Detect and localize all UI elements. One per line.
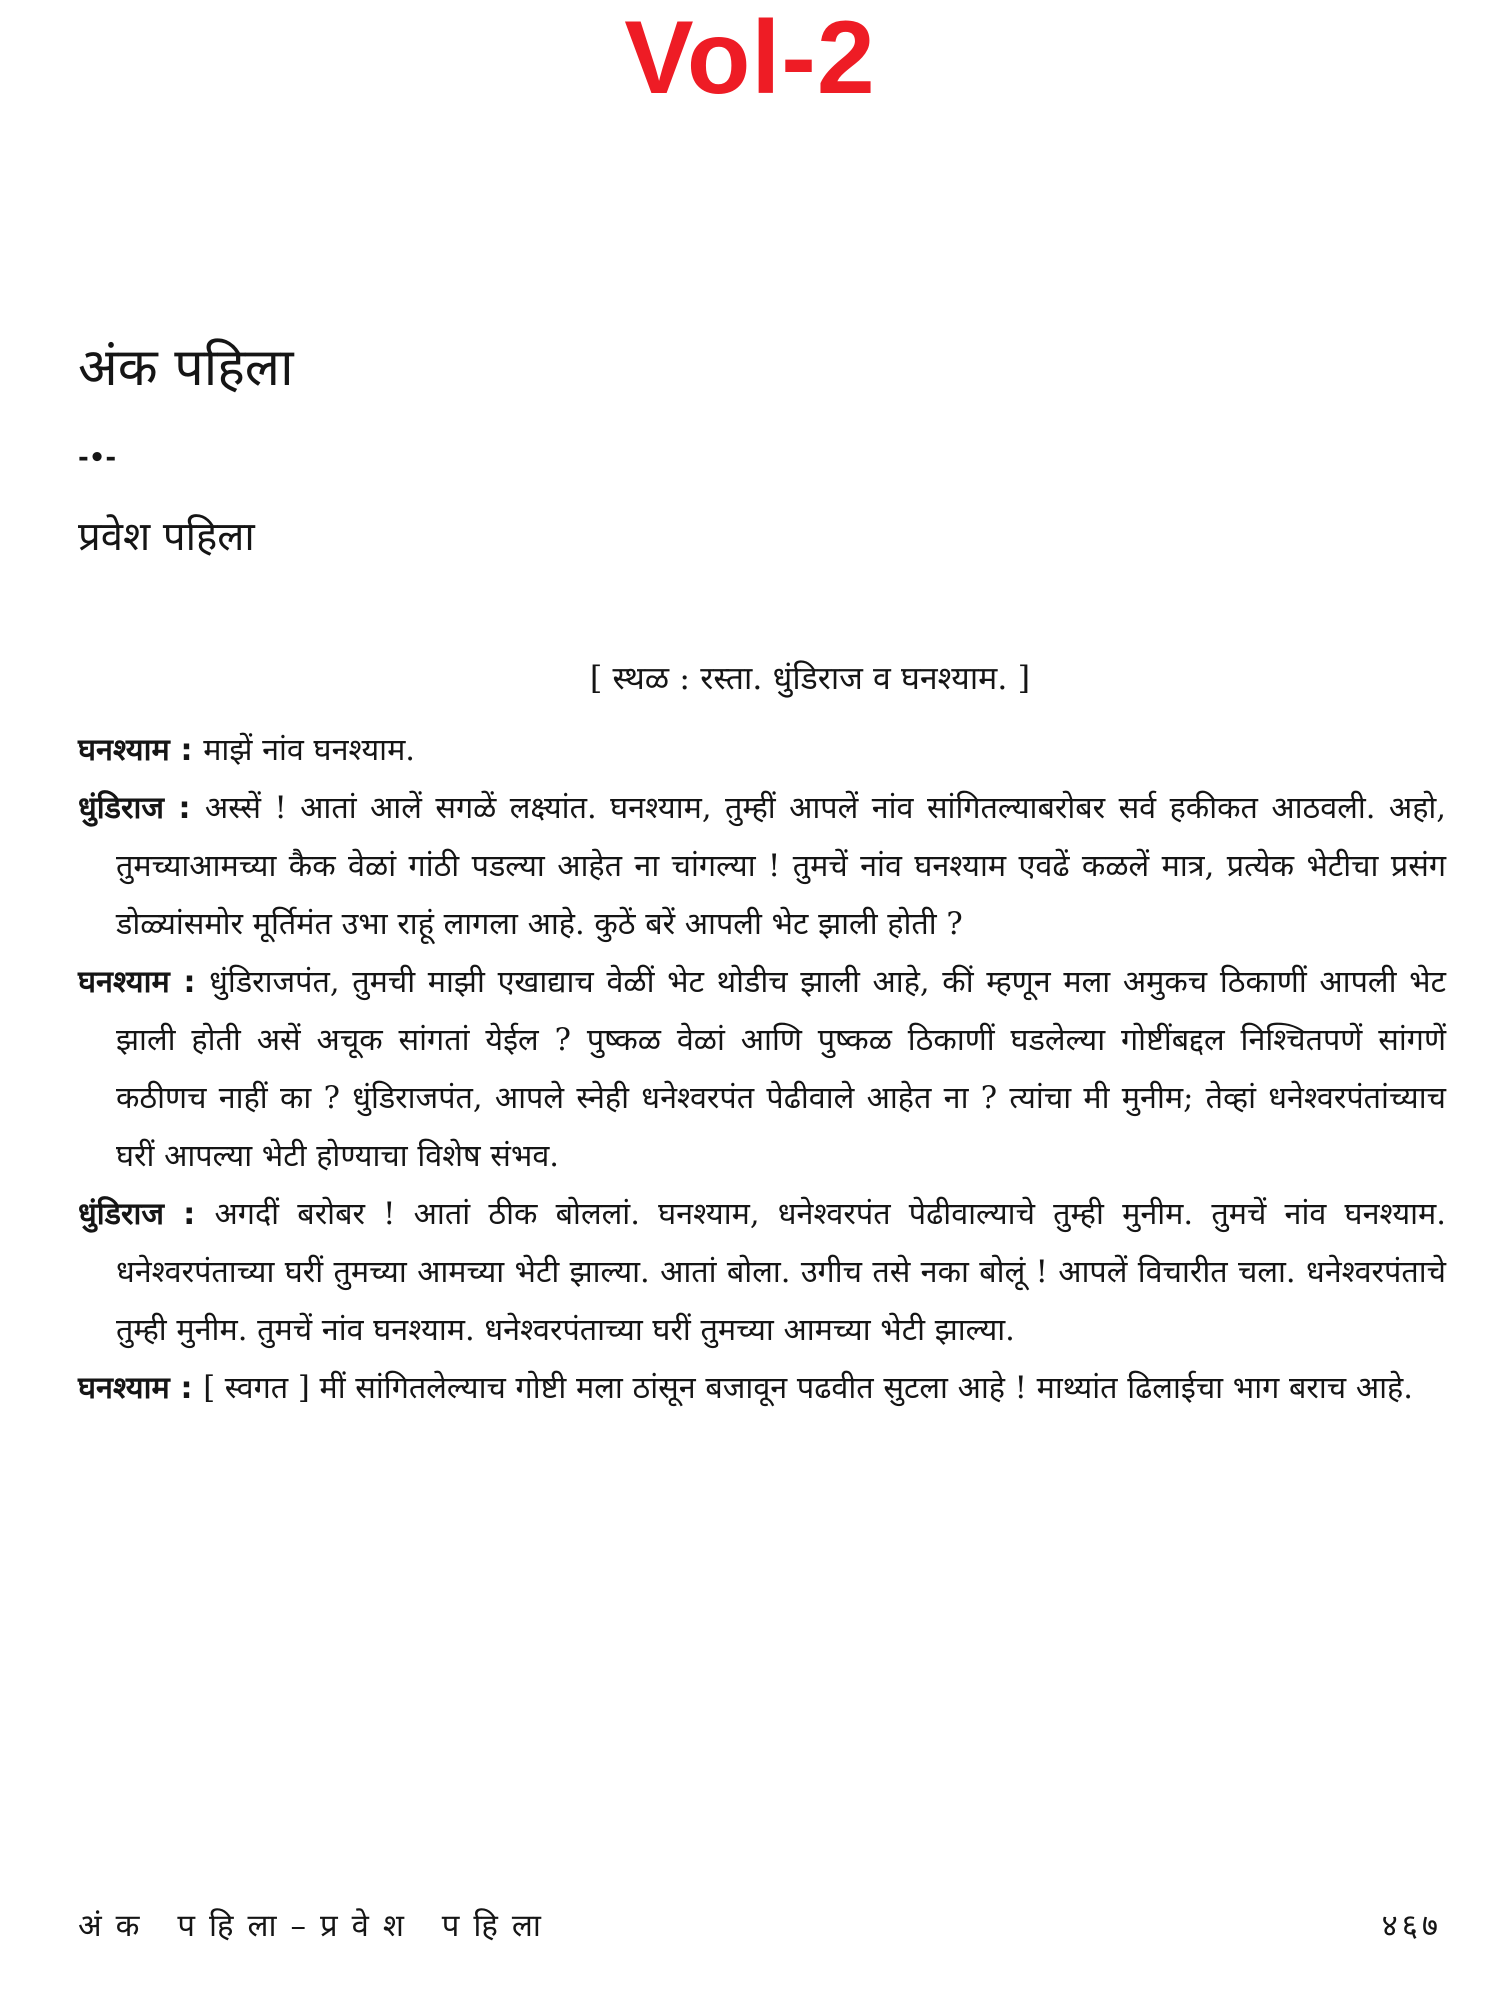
speaker-name: घनश्याम (78, 965, 170, 1000)
speaker-name: घनश्याम (78, 733, 170, 768)
volume-label: Vol-2 (624, 0, 876, 116)
act-title: अंक पहिला (78, 338, 294, 398)
dialogue-line: धुंडिराज : अस्सें ! आतां आलें सगळें लक्ष्यांत. घनश्याम, तुम्हीं आपलें नांव सांगितल्याबरोबर सर्व हकीकत आठवली. अहो, तुमच्याआमच्या कैक वेळां गांठी पडल्या आहेत ना चांगल्या ! तुमचें नांव घनश्याम एवढें कळलें मात्र, प्रत्येक भेटीचा प्रसंग डोळ्यांसमोर मूर्तिमंत उभा राहूं लागला आहे. कुठें बरें आपली भेट झाली होती ? (78, 791, 1446, 942)
dialogue-line: घनश्याम : माझें नांव घनश्याम. (78, 733, 415, 768)
dialogue (78, 722, 1446, 1418)
stage-direction: [ स्थळ : रस्ता. धुंडिराज व घनश्याम. ] (589, 659, 1031, 697)
speaker-name: घनश्याम (78, 1371, 170, 1406)
dialogue-line: धुंडिराज : अगदीं बरोबर ! आतां ठीक बोललां. घनश्याम, धनेश्वरपंत पेढीवाल्याचे तुम्ही मुनीम. तुमचें नांव घनश्याम. धनेश्वरपंताच्या घरीं तुमच्या आमच्या भेटी झाल्या. आतां बोला. उगीच तसे नका बोलूं ! आपलें विचारीत चला. धनेश्वरपंताचे तुम्ही मुनीम. तुमचें नांव घनश्याम. धनेश्वरपंताच्या घरीं तुमच्या आमच्या भेटी झाल्या. (78, 1197, 1446, 1348)
dialogue-text: [ स्वगत ] मीं सांगितलेल्याच गोष्टी मला ठांसून बजावून पढवीत सुटला आहे ! माथ्यांत ढिलाईचा भाग बराच आहे. (203, 1371, 1413, 1406)
dialogue-text: माझें नांव घनश्याम. (203, 733, 415, 768)
dialogue-text: धुंडिराजपंत, तुमची माझी एखाद्याच वेळीं भेट थोडीच झाली आहे, कीं म्हणून मला अमुकच ठिकाणीं आपली भेट झाली होती असें अचूक सांगतां येईल ? पुष्कळ वेळां आणि पुष्कळ ठिकाणीं घडलेल्या गोष्टींबद्दल निश्चितपणें सांगणें कठीणच नाहीं का ? धुंडिराजपंत, आपले स्नेही धनेश्वरपंत पेढीवाले आहेत ना ? त्यांचा मी मुनीम; तेव्हां धनेश्वरपंतांच्याच घरीं आपल्या भेटी होण्याचा विशेष संभव. (116, 965, 1446, 1174)
dialogue-line: घनश्याम : धुंडिराजपंत, तुमची माझी एखाद्याच वेळीं भेट थोडीच झाली आहे, कीं म्हणून मला अमुकच ठिकाणीं आपली भेट झाली होती असें अचूक सांगतां येईल ? पुष्कळ वेळां आणि पुष्कळ ठिकाणीं घडलेल्या गोष्टींबद्दल निश्चितपणें सांगणें कठीणच नाहीं का ? धुंडिराजपंत, आपले स्नेही धनेश्वरपंत पेढीवाले आहेत ना ? त्यांचा मी मुनीम; तेव्हां धनेश्वरपंतांच्याच घरीं आपल्या भेटी होण्याचा विशेष संभव. (78, 965, 1446, 1174)
speaker-name: धुंडिराज (78, 1197, 164, 1232)
dialogue-line: घनश्याम : [ स्वगत ] मीं सांगितलेल्याच गोष्टी मला ठांसून बजावून पढवीत सुटला आहे ! माथ्यांत ढिलाईचा भाग बराच आहे. (78, 1371, 1413, 1406)
running-title: अंक पहिला–प्रवेश पहिला (78, 1908, 555, 1944)
dialogue-text: अगदीं बरोबर ! आतां ठीक बोललां. घनश्याम, धनेश्वरपंत पेढीवाल्याचे तुम्ही मुनीम. तुमचें नांव घनश्याम. धनेश्वरपंताच्या घरीं तुमच्या आमच्या भेटी झाल्या. आतां बोला. उगीच तसे नका बोलूं ! आपलें विचारीत चला. धनेश्वरपंताचे तुम्ही मुनीम. तुमचें नांव घनश्याम. धनेश्वरपंताच्या घरीं तुमच्या आमच्या भेटी झाल्या. (116, 1197, 1446, 1348)
page-number: ४६७ (1381, 1908, 1442, 1944)
speaker-name: धुंडिराज (78, 791, 164, 826)
dialogue-text: अस्सें ! आतां आलें सगळें लक्ष्यांत. घनश्याम, तुम्हीं आपलें नांव सांगितल्याबरोबर सर्व हकीकत आठवली. अहो, तुमच्याआमच्या कैक वेळां गांठी पडल्या आहेत ना चांगल्या ! तुमचें नांव घनश्याम एवढें कळलें मात्र, प्रत्येक भेटीचा प्रसंग डोळ्यांसमोर मूर्तिमंत उभा राहूं लागला आहे. कुठें बरें आपली भेट झाली होती ? (116, 791, 1446, 942)
ornament-divider: -•- (78, 443, 117, 473)
scene-title: प्रवेश पहिला (78, 514, 255, 560)
